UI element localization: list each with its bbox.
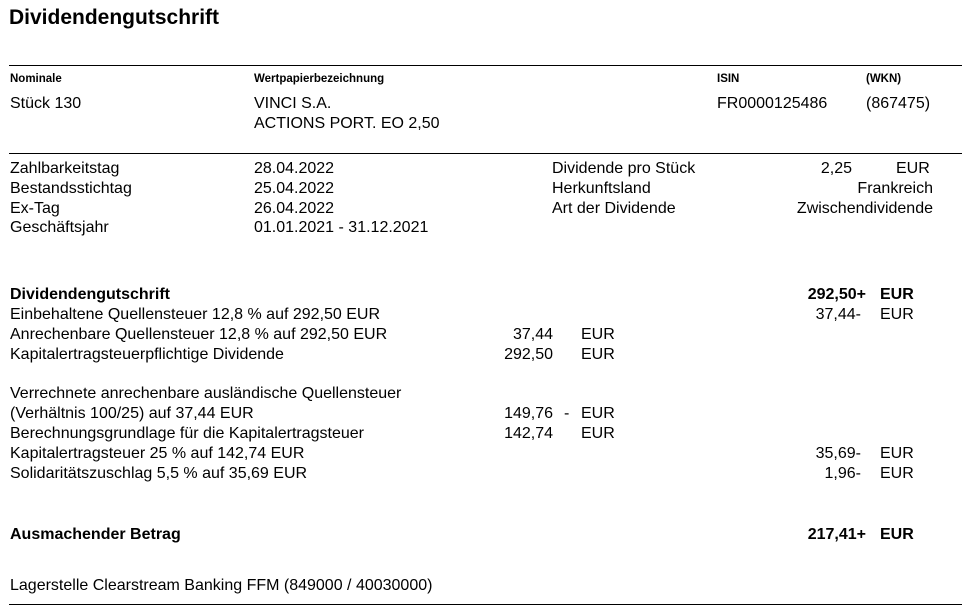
withheld-tax-label: Einbehaltene Quellensteuer 12,8 % auf 292,50 EUR (10, 306, 381, 323)
credit-currency: EUR (880, 286, 914, 303)
divider-top (9, 65, 962, 66)
tax-basis-value: 142,74 (504, 425, 553, 442)
security-name-line1: VINCI S.A. (254, 95, 332, 112)
creditable-tax-label: Anrechenbare Quellensteuer 12,8 % auf 292,50 EUR (10, 326, 388, 343)
tax-basis-currency: EUR (581, 425, 615, 442)
document-title: Dividendengutschrift (9, 6, 220, 29)
isin-value: FR0000125486 (717, 95, 828, 112)
solidarity-surcharge-currency: EUR (880, 465, 914, 482)
capital-gains-tax-label: Kapitalertragsteuer 25 % auf 142,74 EUR (10, 445, 305, 462)
taxable-dividend-value: 292,50 (504, 346, 553, 363)
withheld-tax-value: 37,44- (815, 306, 861, 323)
solidarity-surcharge-label: Solidaritätszuschlag 5,5 % auf 35,69 EUR (10, 465, 308, 482)
total-amount-value: 217,41+ (807, 526, 866, 543)
divider-middle (9, 153, 962, 154)
nominal-value: Stück 130 (10, 95, 82, 112)
country-label: Herkunftsland (552, 180, 651, 197)
date-label: Bestandsstichtag (10, 180, 132, 197)
date-value: 26.04.2022 (254, 200, 335, 217)
date-value: 28.04.2022 (254, 160, 335, 177)
taxable-dividend-label: Kapitalertragsteuerpflichtige Dividende (10, 346, 284, 363)
country-value: Frankreich (857, 180, 933, 197)
header-isin: ISIN (717, 73, 740, 85)
header-nominal: Nominale (10, 73, 62, 85)
credit-label: Dividendengutschrift (10, 286, 171, 303)
date-label: Zahlbarkeitstag (10, 160, 120, 177)
taxable-dividend-currency: EUR (581, 346, 615, 363)
capital-gains-tax-value: 35,69- (815, 445, 861, 462)
date-value: 25.04.2022 (254, 180, 335, 197)
offset-tax-sign: - (564, 405, 570, 422)
tax-basis-label: Berechnungsgrundlage für die Kapitalertragsteuer (10, 425, 365, 442)
offset-tax-value: 149,76 (504, 405, 553, 422)
date-value: 01.01.2021 - 31.12.2021 (254, 219, 429, 236)
header-security-name: Wertpapierbezeichnung (254, 73, 385, 85)
total-amount-currency: EUR (880, 526, 914, 543)
creditable-tax-value: 37,44 (512, 326, 553, 343)
capital-gains-tax-currency: EUR (880, 445, 914, 462)
date-label: Ex-Tag (10, 200, 60, 217)
divider-bottom (9, 604, 962, 605)
offset-tax-label-line2: (Verhältnis 100/25) auf 37,44 EUR (10, 405, 254, 422)
dividend-type-label: Art der Dividende (552, 200, 676, 217)
security-name-line2: ACTIONS PORT. EO 2,50 (254, 115, 440, 132)
offset-tax-label-line1: Verrechnete anrechenbare ausländische Quellensteuer (10, 385, 402, 402)
creditable-tax-currency: EUR (581, 326, 615, 343)
custodian-footer: Lagerstelle Clearstream Banking FFM (849000 / 40030000) (10, 577, 433, 594)
dividend-per-share-currency: EUR (896, 160, 930, 177)
dividend-per-share-label: Dividende pro Stück (552, 160, 696, 177)
date-label: Geschäftsjahr (10, 219, 109, 236)
credit-value: 292,50+ (807, 286, 866, 303)
dividend-per-share-value: 2,25 (820, 160, 852, 177)
total-amount-label: Ausmachender Betrag (10, 526, 181, 543)
wkn-value: (867475) (866, 95, 931, 112)
dividend-type-value: Zwischendividende (796, 200, 933, 217)
offset-tax-currency: EUR (581, 405, 615, 422)
header-wkn: (WKN) (866, 73, 902, 85)
solidarity-surcharge-value: 1,96- (824, 465, 861, 482)
withheld-tax-currency: EUR (880, 306, 914, 323)
